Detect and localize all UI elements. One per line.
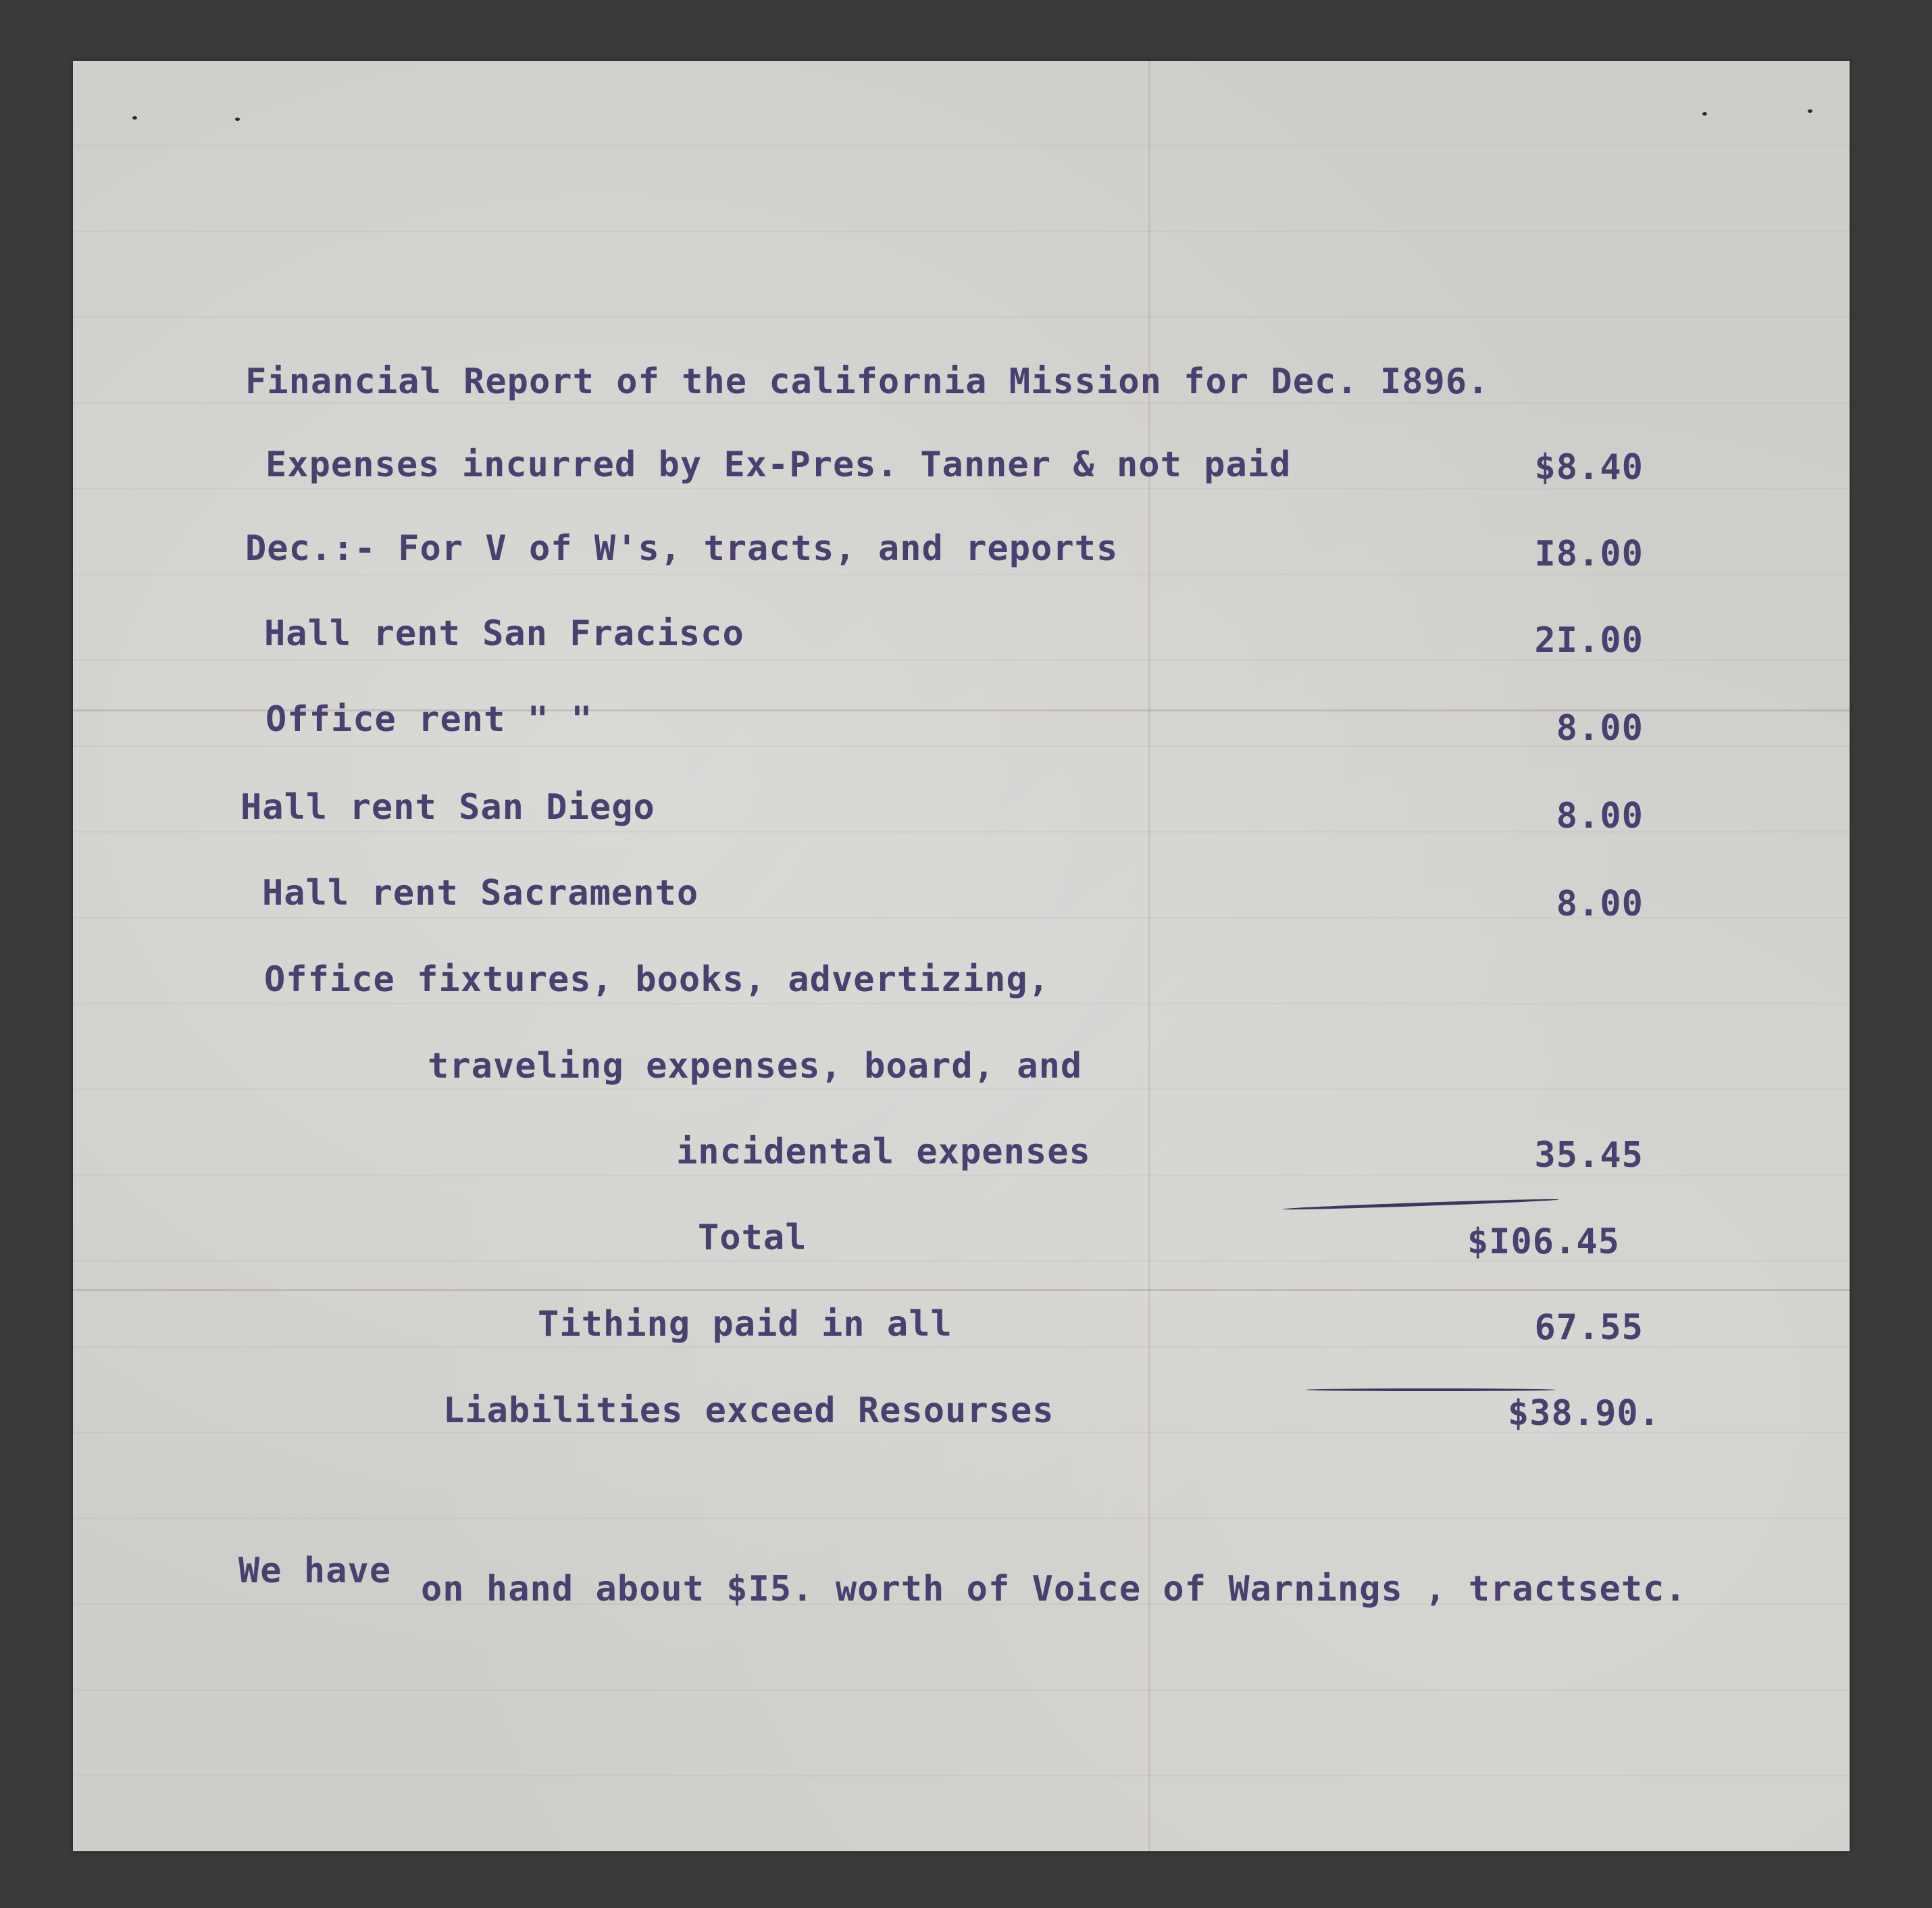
fold-crease bbox=[73, 1289, 1850, 1291]
total-label: Total bbox=[698, 1217, 807, 1258]
punch-mark bbox=[1702, 112, 1707, 116]
total-amount: $I06.45 bbox=[1467, 1222, 1620, 1262]
row-amount: 35.45 bbox=[1534, 1135, 1644, 1176]
footer-note-start: We have bbox=[238, 1551, 392, 1591]
multiline-item-line2: traveling expenses, board, and bbox=[428, 1046, 1083, 1086]
row-amount: $8.40 bbox=[1534, 447, 1644, 488]
tithing-amount: 67.55 bbox=[1534, 1307, 1644, 1348]
row-amount: 2I.00 bbox=[1534, 620, 1644, 661]
row-label: Dec.:- For V of W's, tracts, and reports bbox=[245, 528, 1119, 569]
tithing-label: Tithing paid in all bbox=[538, 1304, 952, 1345]
multiline-item-line1: Office fixtures, books, advertizing, bbox=[264, 959, 1050, 1000]
row-amount: 8.00 bbox=[1556, 884, 1644, 924]
punch-mark bbox=[235, 118, 240, 121]
punch-mark bbox=[132, 116, 137, 120]
row-label: Hall rent San Fracisco bbox=[264, 613, 744, 654]
row-label: Hall rent San Diego bbox=[240, 787, 655, 828]
liabilities-label: Liabilities exceed Resourses bbox=[443, 1390, 1054, 1431]
row-label: Expenses incurred by Ex-Pres. Tanner & not paid bbox=[265, 445, 1292, 485]
row-amount: I8.00 bbox=[1534, 534, 1644, 574]
handwritten-underline bbox=[1306, 1388, 1556, 1391]
row-label: Hall rent Sacramento bbox=[262, 873, 699, 913]
report-title: Financial Report of the california Mission for Dec. I896. bbox=[245, 361, 1490, 402]
row-label: Office rent " " bbox=[265, 699, 593, 740]
liabilities-amount: $38.90. bbox=[1507, 1393, 1660, 1434]
multiline-item-line3: incidental expenses bbox=[676, 1132, 1091, 1172]
punch-mark bbox=[1808, 109, 1812, 113]
row-amount: 8.00 bbox=[1556, 796, 1644, 836]
row-amount: 8.00 bbox=[1556, 708, 1644, 749]
footer-note-rest: on hand about $I5. worth of Voice of Warnings , tractsetc. bbox=[421, 1569, 1687, 1609]
handwritten-underline bbox=[1282, 1198, 1559, 1211]
document-page bbox=[73, 61, 1850, 1851]
